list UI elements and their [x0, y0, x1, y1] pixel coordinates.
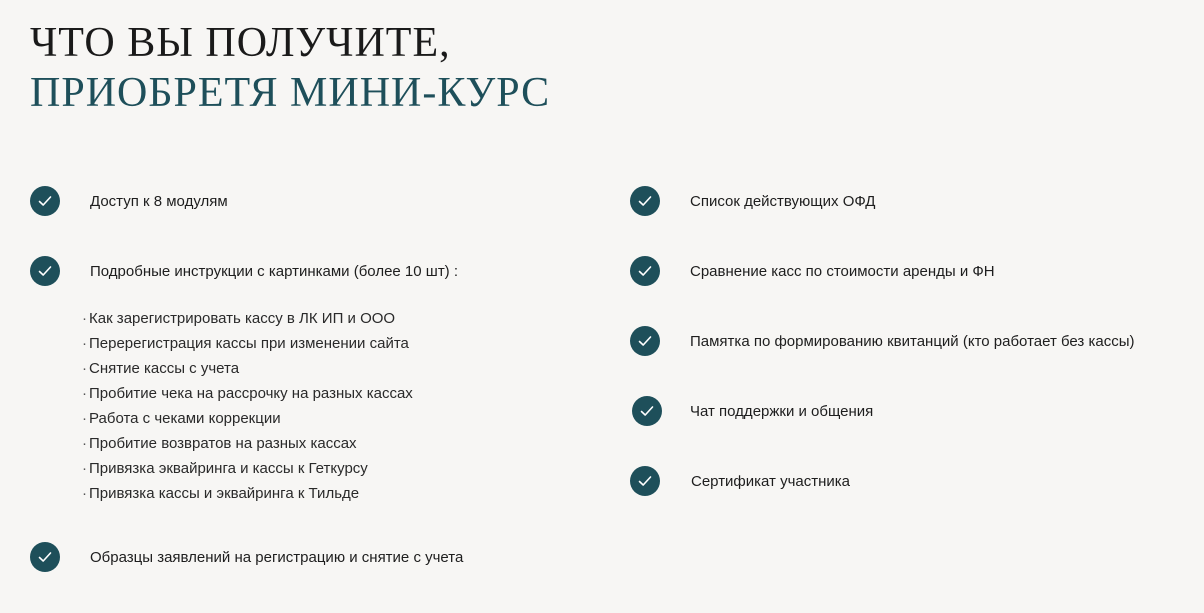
- sublist-item-text: Работа с чеками коррекции: [89, 410, 281, 427]
- bullet: ·: [82, 385, 87, 402]
- feature-item-label: Подробные инструкции с картинками (более 10 шт) :: [90, 262, 459, 280]
- bullet: ·: [82, 335, 87, 352]
- bullet: ·: [82, 410, 87, 427]
- feature-item-label: Список действующих ОФД: [690, 192, 876, 210]
- feature-item-ofd-list: [630, 186, 875, 216]
- sublist-item: [82, 456, 413, 481]
- sublist-item-text: Перерегистрация кассы при изменении сайта: [89, 335, 409, 352]
- check-circle-icon: [630, 326, 660, 356]
- feature-item-label: Сравнение касс по стоимости аренды и ФН: [690, 262, 995, 280]
- page-title: [30, 18, 550, 118]
- feature-item-comparison: [630, 256, 995, 286]
- feature-item-certificate: [630, 466, 850, 496]
- sublist-item: [82, 356, 413, 381]
- feature-item-label: Образцы заявлений на регистрацию и снятие с учета: [90, 548, 464, 566]
- feature-item-label: Сертификат участника: [691, 472, 851, 490]
- feature-item-modules: [30, 186, 228, 216]
- sublist-item: [82, 306, 413, 331]
- sublist-item: [82, 481, 413, 506]
- bullet: ·: [82, 435, 87, 452]
- bullet: ·: [82, 310, 87, 327]
- check-circle-icon: [630, 186, 660, 216]
- sublist-item-text: Пробитие возвратов на разных кассах: [89, 435, 357, 452]
- sublist-item-text: Как зарегистрировать кассу в ЛК ИП и ООО: [89, 310, 396, 327]
- check-circle-icon: [30, 256, 60, 286]
- check-circle-icon: [30, 542, 60, 572]
- page-title-line-1: ЧТО ВЫ ПОЛУЧИТЕ,: [30, 20, 451, 66]
- feature-item-label: Памятка по формированию квитанций (кто работает без кассы): [690, 332, 1135, 350]
- feature-item-support-chat: [632, 396, 873, 426]
- bullet: ·: [82, 485, 87, 502]
- page-title-line-2: ПРИОБРЕТЯ МИНИ-КУРС: [30, 70, 551, 116]
- check-circle-icon: [632, 396, 662, 426]
- feature-item-receipts-memo: [630, 326, 1135, 356]
- feature-item-label: Доступ к 8 модулям: [90, 192, 228, 210]
- sublist-item: [82, 381, 413, 406]
- instructions-sublist: [82, 306, 413, 506]
- feature-item-label: Чат поддержки и общения: [690, 402, 874, 420]
- check-circle-icon: [630, 466, 660, 496]
- sublist-item-text: Привязка кассы и эквайринга к Тильде: [89, 485, 360, 502]
- check-circle-icon: [630, 256, 660, 286]
- sublist-item-text: Пробитие чека на рассрочку на разных кассах: [89, 385, 413, 402]
- sublist-item: [82, 331, 413, 356]
- sublist-item-text: Привязка эквайринга и кассы к Геткурсу: [89, 460, 368, 477]
- feature-item-instructions: [30, 256, 458, 286]
- feature-item-templates: [30, 542, 463, 572]
- sublist-item-text: Снятие кассы с учета: [89, 360, 240, 377]
- sublist-item: [82, 431, 413, 456]
- bullet: ·: [82, 360, 87, 377]
- bullet: ·: [82, 460, 87, 477]
- sublist-item: [82, 406, 413, 431]
- check-circle-icon: [30, 186, 60, 216]
